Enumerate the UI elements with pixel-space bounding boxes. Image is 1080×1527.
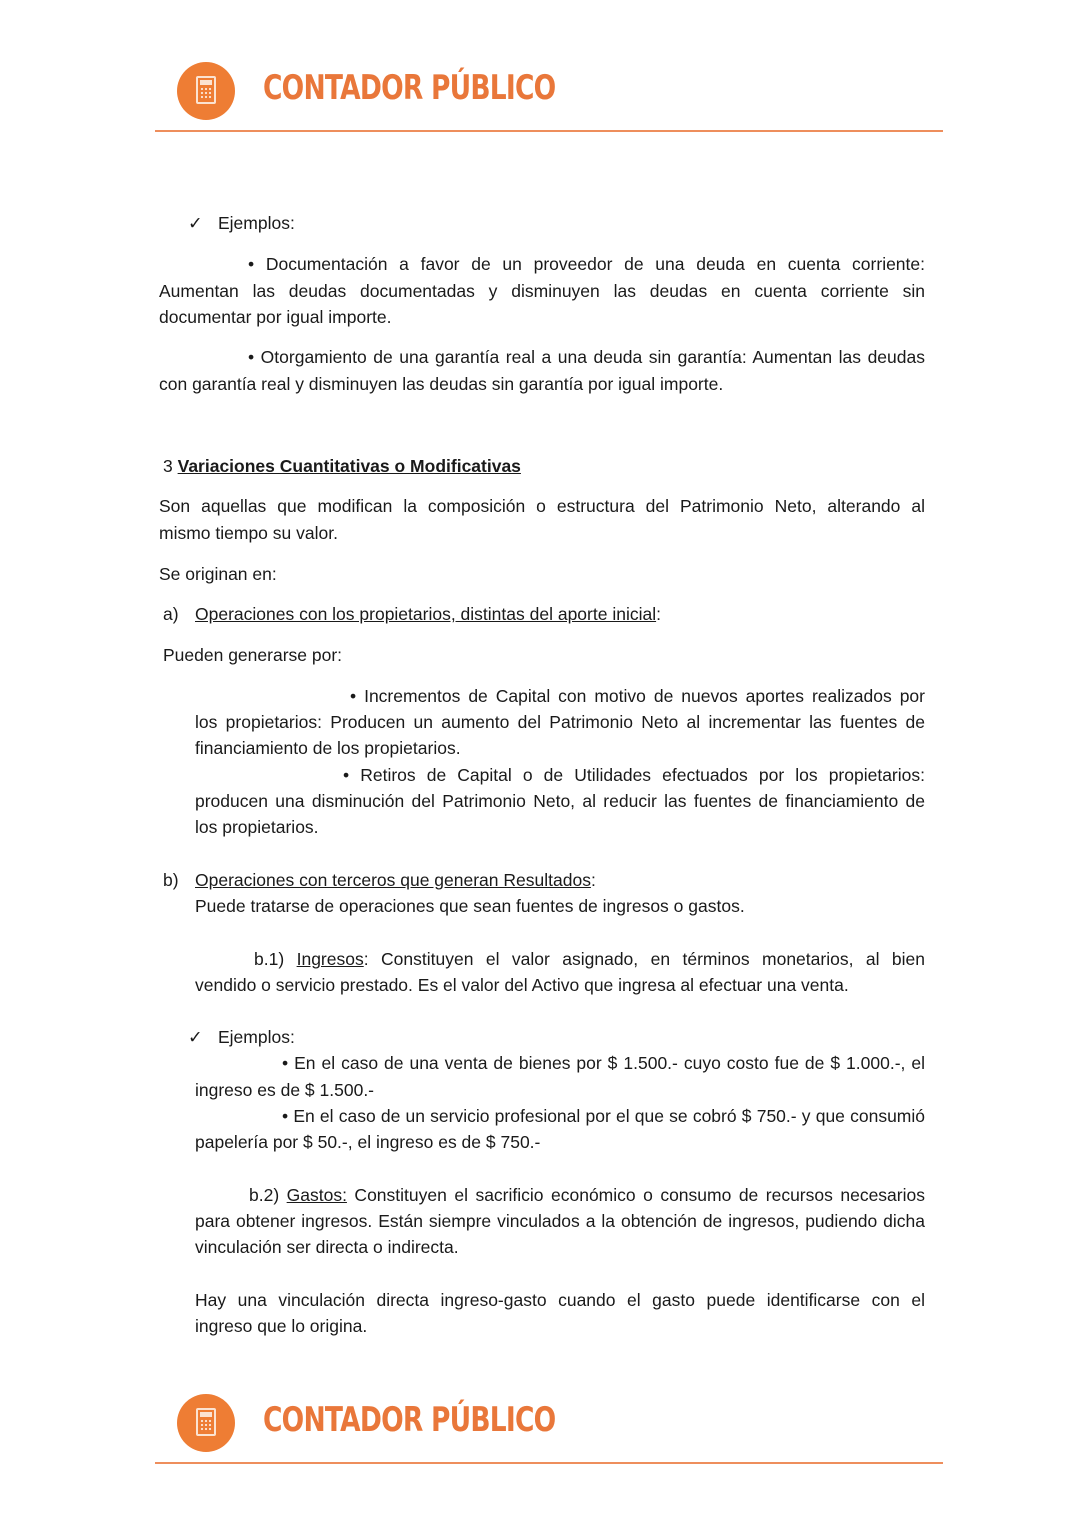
section-title: Variaciones Cuantitativas o Modificativas xyxy=(177,456,521,476)
calculator-icon xyxy=(177,62,235,120)
b1-line2: vendido o servicio prestado. Es el valor del Activo que ingresa al efectuar una venta. xyxy=(195,975,849,995)
b2-term: Gastos: xyxy=(286,1185,347,1205)
examples-heading: ✓ Ejemplos: xyxy=(188,210,295,237)
b2-line3: vinculación ser directa o indirecta. xyxy=(195,1237,459,1257)
checkmark-icon: ✓ xyxy=(188,1027,203,1047)
example-item-1-line3: documentar por igual importe. xyxy=(159,307,392,327)
b-line2: Puede tratarse de operaciones que sean fuentes de ingresos o gastos. xyxy=(195,896,745,916)
footer-title: CONTADOR PÚBLICO xyxy=(263,1400,556,1440)
a-item2-line1: • Retiros de Capital o de Utilidades efectuados por los propietarios: xyxy=(343,765,925,785)
b2-line2: para obtener ingresos. Están siempre vinculados a la obtención de ingresos, pudiendo dicha xyxy=(195,1211,925,1231)
checkmark-icon: ✓ xyxy=(188,213,203,233)
section-intro-line2: mismo tiempo su valor. xyxy=(159,523,338,543)
a-item1-line2: los propietarios: Producen un aumento del Patrimonio Neto al incrementar las fuentes de xyxy=(195,712,925,732)
b2-line1: b.2) Gastos: Constituyen el sacrificio económico o consumo de recursos necesarios xyxy=(249,1185,925,1205)
page-header xyxy=(155,54,943,134)
footer-divider xyxy=(155,1462,943,1464)
ex2-item2-line2: papelería por $ 50.-, el ingreso es de $ 750.- xyxy=(195,1132,541,1152)
ex2-item1-line1: • En el caso de una venta de bienes por $ 1.500.- cuyo costo fue de $ 1.000.-, el xyxy=(282,1053,925,1073)
section-intro-line1: Son aquellas que modifican la composición o estructura del Patrimonio Neto, alterando al xyxy=(159,496,925,516)
example-item-2-line1: • Otorgamiento de una garantía real a una deuda sin garantía: Aumentan las deudas xyxy=(248,347,925,367)
ex2-item2-line1: • En el caso de un servicio profesional por el que se cobró $ 750.- y que consumió xyxy=(282,1106,925,1126)
section-heading: 3 Variaciones Cuantitativas o Modificativas xyxy=(163,456,521,476)
b1-line1: b.1) Ingresos: Constituyen el valor asignado, en términos monetarios, al bien xyxy=(254,949,925,969)
page-footer xyxy=(155,1386,943,1466)
list-item-a: a) Operaciones con los propietarios, distintas del aporte inicial: xyxy=(163,604,661,624)
header-title: CONTADOR PÚBLICO xyxy=(263,68,556,108)
example-item-1-line2: Aumentan las deudas documentadas y disminuyen las deudas en cuenta corriente sin xyxy=(159,281,925,301)
example-item-1-line1: • Documentación a favor de un proveedor de una deuda en cuenta corriente: xyxy=(248,254,925,274)
originan-text: Se originan en: xyxy=(159,564,277,584)
b1-term: Ingresos xyxy=(296,949,364,969)
examples-heading-2: ✓ Ejemplos: xyxy=(188,1024,295,1051)
calculator-icon xyxy=(177,1394,235,1452)
a-item1-line3: financiamiento de los propietarios. xyxy=(195,738,461,758)
direct-link-line1: Hay una vinculación directa ingreso-gasto cuando el gasto puede identificarse con el xyxy=(195,1290,925,1310)
a-item2-line3: los propietarios. xyxy=(195,817,319,837)
pueden-text: Pueden generarse por: xyxy=(163,645,343,665)
ex2-item1-line2: ingreso es de $ 1.500.- xyxy=(195,1080,375,1100)
example-item-2-line2: con garantía real y disminuyen las deudas sin garantía por igual importe. xyxy=(159,374,724,394)
list-item-b: b) Operaciones con terceros que generan Resultados: xyxy=(163,870,596,890)
a-item1-line1: • Incrementos de Capital con motivo de nuevos aportes realizados por xyxy=(350,686,925,706)
header-divider xyxy=(155,130,943,132)
direct-link-line2: ingreso que lo origina. xyxy=(195,1316,368,1336)
a-item2-line2: producen una disminución del Patrimonio Neto, al reducir las fuentes de financiamiento de xyxy=(195,791,925,811)
